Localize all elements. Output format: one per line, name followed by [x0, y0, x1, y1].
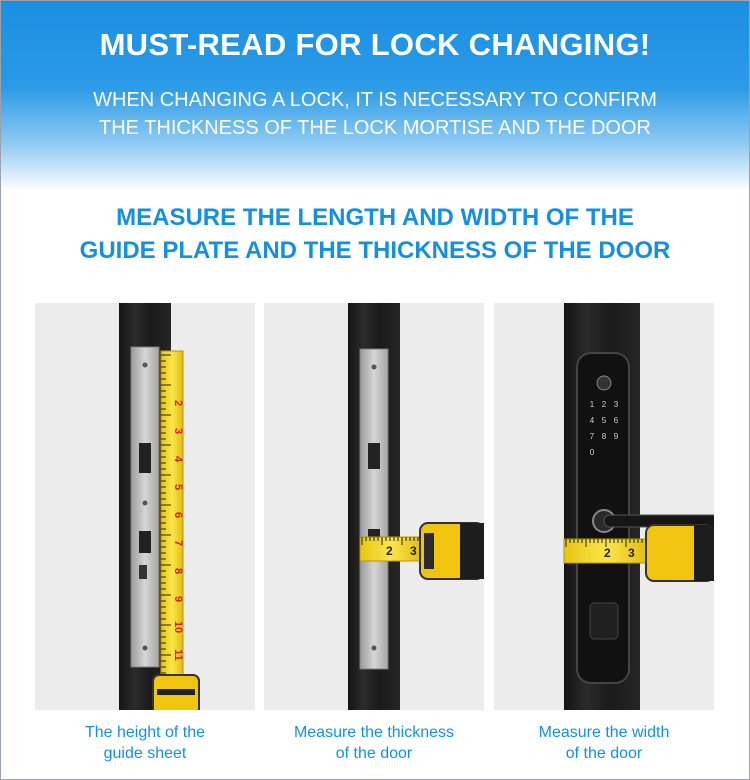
fingerprint-sensor — [597, 376, 611, 390]
tape-number: 2 — [604, 546, 611, 560]
caption-line-1: Measure the width — [538, 724, 670, 741]
header-subtitle-line-2: THE THICKNESS OF THE LOCK MORTISE AND THE DOOR — [99, 117, 651, 139]
caption-door-width — [494, 722, 714, 764]
keypad-digit: 7 — [589, 432, 595, 441]
tape-number: 2 — [386, 544, 393, 558]
caption-line-1: Measure the thickness — [293, 724, 455, 741]
caption-line-2: of the door — [335, 745, 413, 762]
tape-number: 3 — [172, 427, 184, 435]
keypad-digit: 6 — [613, 416, 619, 425]
keypad-digit: 3 — [613, 400, 619, 409]
measure-heading-line-1: MEASURE THE LENGTH AND WIDTH OF THE — [116, 204, 634, 231]
photo-guide-plate-height — [35, 303, 255, 710]
keypad-digit: 8 — [601, 432, 607, 441]
tape-number: 11 — [172, 649, 184, 661]
tape-number: 6 — [172, 511, 184, 519]
caption-line-2: of the door — [565, 745, 643, 762]
keypad-digit: 2 — [601, 400, 607, 409]
measure-heading-line-2: GUIDE PLATE AND THE THICKNESS OF THE DOOR — [79, 237, 671, 264]
tape-number: 7 — [172, 539, 184, 547]
guide-plate — [131, 347, 159, 667]
tape-number: 3 — [410, 544, 417, 558]
card-reader — [590, 603, 618, 639]
keypad-digit: 4 — [589, 416, 595, 425]
caption-door-thickness — [264, 722, 484, 764]
keypad-digit: 5 — [601, 416, 607, 425]
tape-number: 10 — [172, 620, 184, 634]
guide-plate — [360, 349, 388, 669]
keypad-digit: 1 — [589, 400, 595, 409]
keypad-digit: 0 — [589, 448, 595, 457]
header-banner — [1, 1, 749, 191]
tape-number: 4 — [172, 455, 184, 463]
tape-number: 8 — [172, 567, 184, 575]
tape-number: 9 — [172, 595, 184, 603]
photo-door-width — [494, 303, 714, 710]
photo-door-thickness — [264, 303, 484, 710]
tape-number: 2 — [172, 399, 184, 407]
keypad-digit: 9 — [613, 432, 619, 441]
header-subtitle-line-1: WHEN CHANGING A LOCK, IT IS NECESSARY TO CONFIRM — [93, 89, 657, 111]
caption-guide-sheet-height — [35, 722, 255, 764]
tape-number: 5 — [172, 483, 184, 491]
caption-line-2: guide sheet — [103, 745, 187, 762]
page-title: MUST-READ FOR LOCK CHANGING! — [99, 27, 651, 62]
tape-number: 3 — [628, 546, 635, 560]
caption-line-1: The height of the — [84, 724, 206, 741]
